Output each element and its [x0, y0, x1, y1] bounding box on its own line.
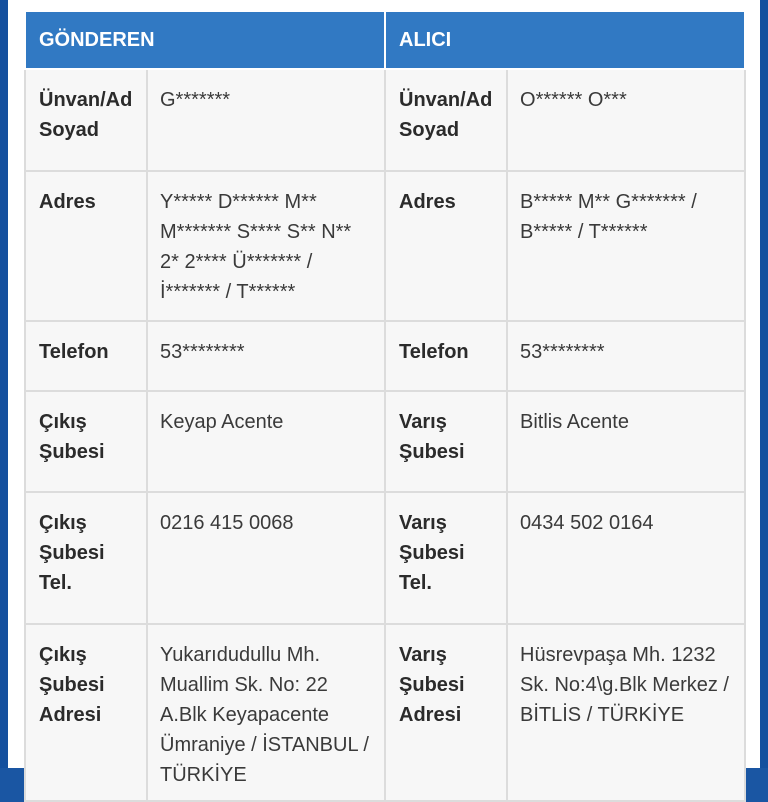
departure-branch-phone-label: Çıkış Şubesi Tel.: [25, 492, 147, 624]
shipment-details-card: [8, 0, 760, 786]
sender-name-label: Ünvan/Ad Soyad: [25, 69, 147, 171]
table-row-branch: [25, 391, 745, 492]
sender-header: GÖNDEREN: [25, 11, 385, 69]
left-frame-edge: [0, 0, 8, 768]
arrival-branch-address-value: Hüsrevpaşa Mh. 1232 Sk. No:4\g.Blk Merkez / BİTLİS / TÜRKİYE: [507, 624, 745, 801]
receiver-name-label: Ünvan/Ad Soyad: [385, 69, 507, 171]
sender-address-value: Y***** D****** M** M******* S**** S** N** 2* 2**** Ü******* / İ******* / T******: [147, 171, 385, 321]
sender-address-label: Adres: [25, 171, 147, 321]
departure-branch-address-label: Çıkış Şubesi Adresi: [25, 624, 147, 801]
table-header-row: [25, 11, 745, 69]
sender-phone-label: Telefon: [25, 321, 147, 391]
receiver-phone-label: Telefon: [385, 321, 507, 391]
departure-branch-phone-value[interactable]: 0216 415 0068: [147, 492, 385, 624]
receiver-phone-value: 53********: [507, 321, 745, 391]
sender-name-value: G*******: [147, 69, 385, 171]
table-row-name: [25, 69, 745, 171]
right-frame-edge: [760, 0, 768, 768]
departure-branch-value: Keyap Acente: [147, 391, 385, 492]
receiver-address-label: Adres: [385, 171, 507, 321]
arrival-branch-phone-label: Varış Şubesi Tel.: [385, 492, 507, 624]
arrival-branch-phone-value[interactable]: 0434 502 0164: [507, 492, 745, 624]
arrival-branch-address-label: Varış Şubesi Adresi: [385, 624, 507, 801]
sender-phone-value: 53********: [147, 321, 385, 391]
arrival-branch-value: Bitlis Acente: [507, 391, 745, 492]
table-row-address: [25, 171, 745, 321]
arrival-branch-label: Varış Şubesi: [385, 391, 507, 492]
departure-branch-label: Çıkış Şubesi: [25, 391, 147, 492]
receiver-header: ALICI: [385, 11, 745, 69]
departure-branch-address-value: Yukarıdudullu Mh. Muallim Sk. No: 22 A.Blk Keyapacente Ümraniye / İSTANBUL / TÜRKİYE: [147, 624, 385, 801]
table-row-branch-phone: [25, 492, 745, 624]
table-row-phone: [25, 321, 745, 391]
table-row-branch-address: [25, 624, 745, 801]
receiver-address-value: B***** M** G******* / B***** / T******: [507, 171, 745, 321]
shipment-parties-table: [24, 10, 746, 802]
receiver-name-value: O****** O***: [507, 69, 745, 171]
